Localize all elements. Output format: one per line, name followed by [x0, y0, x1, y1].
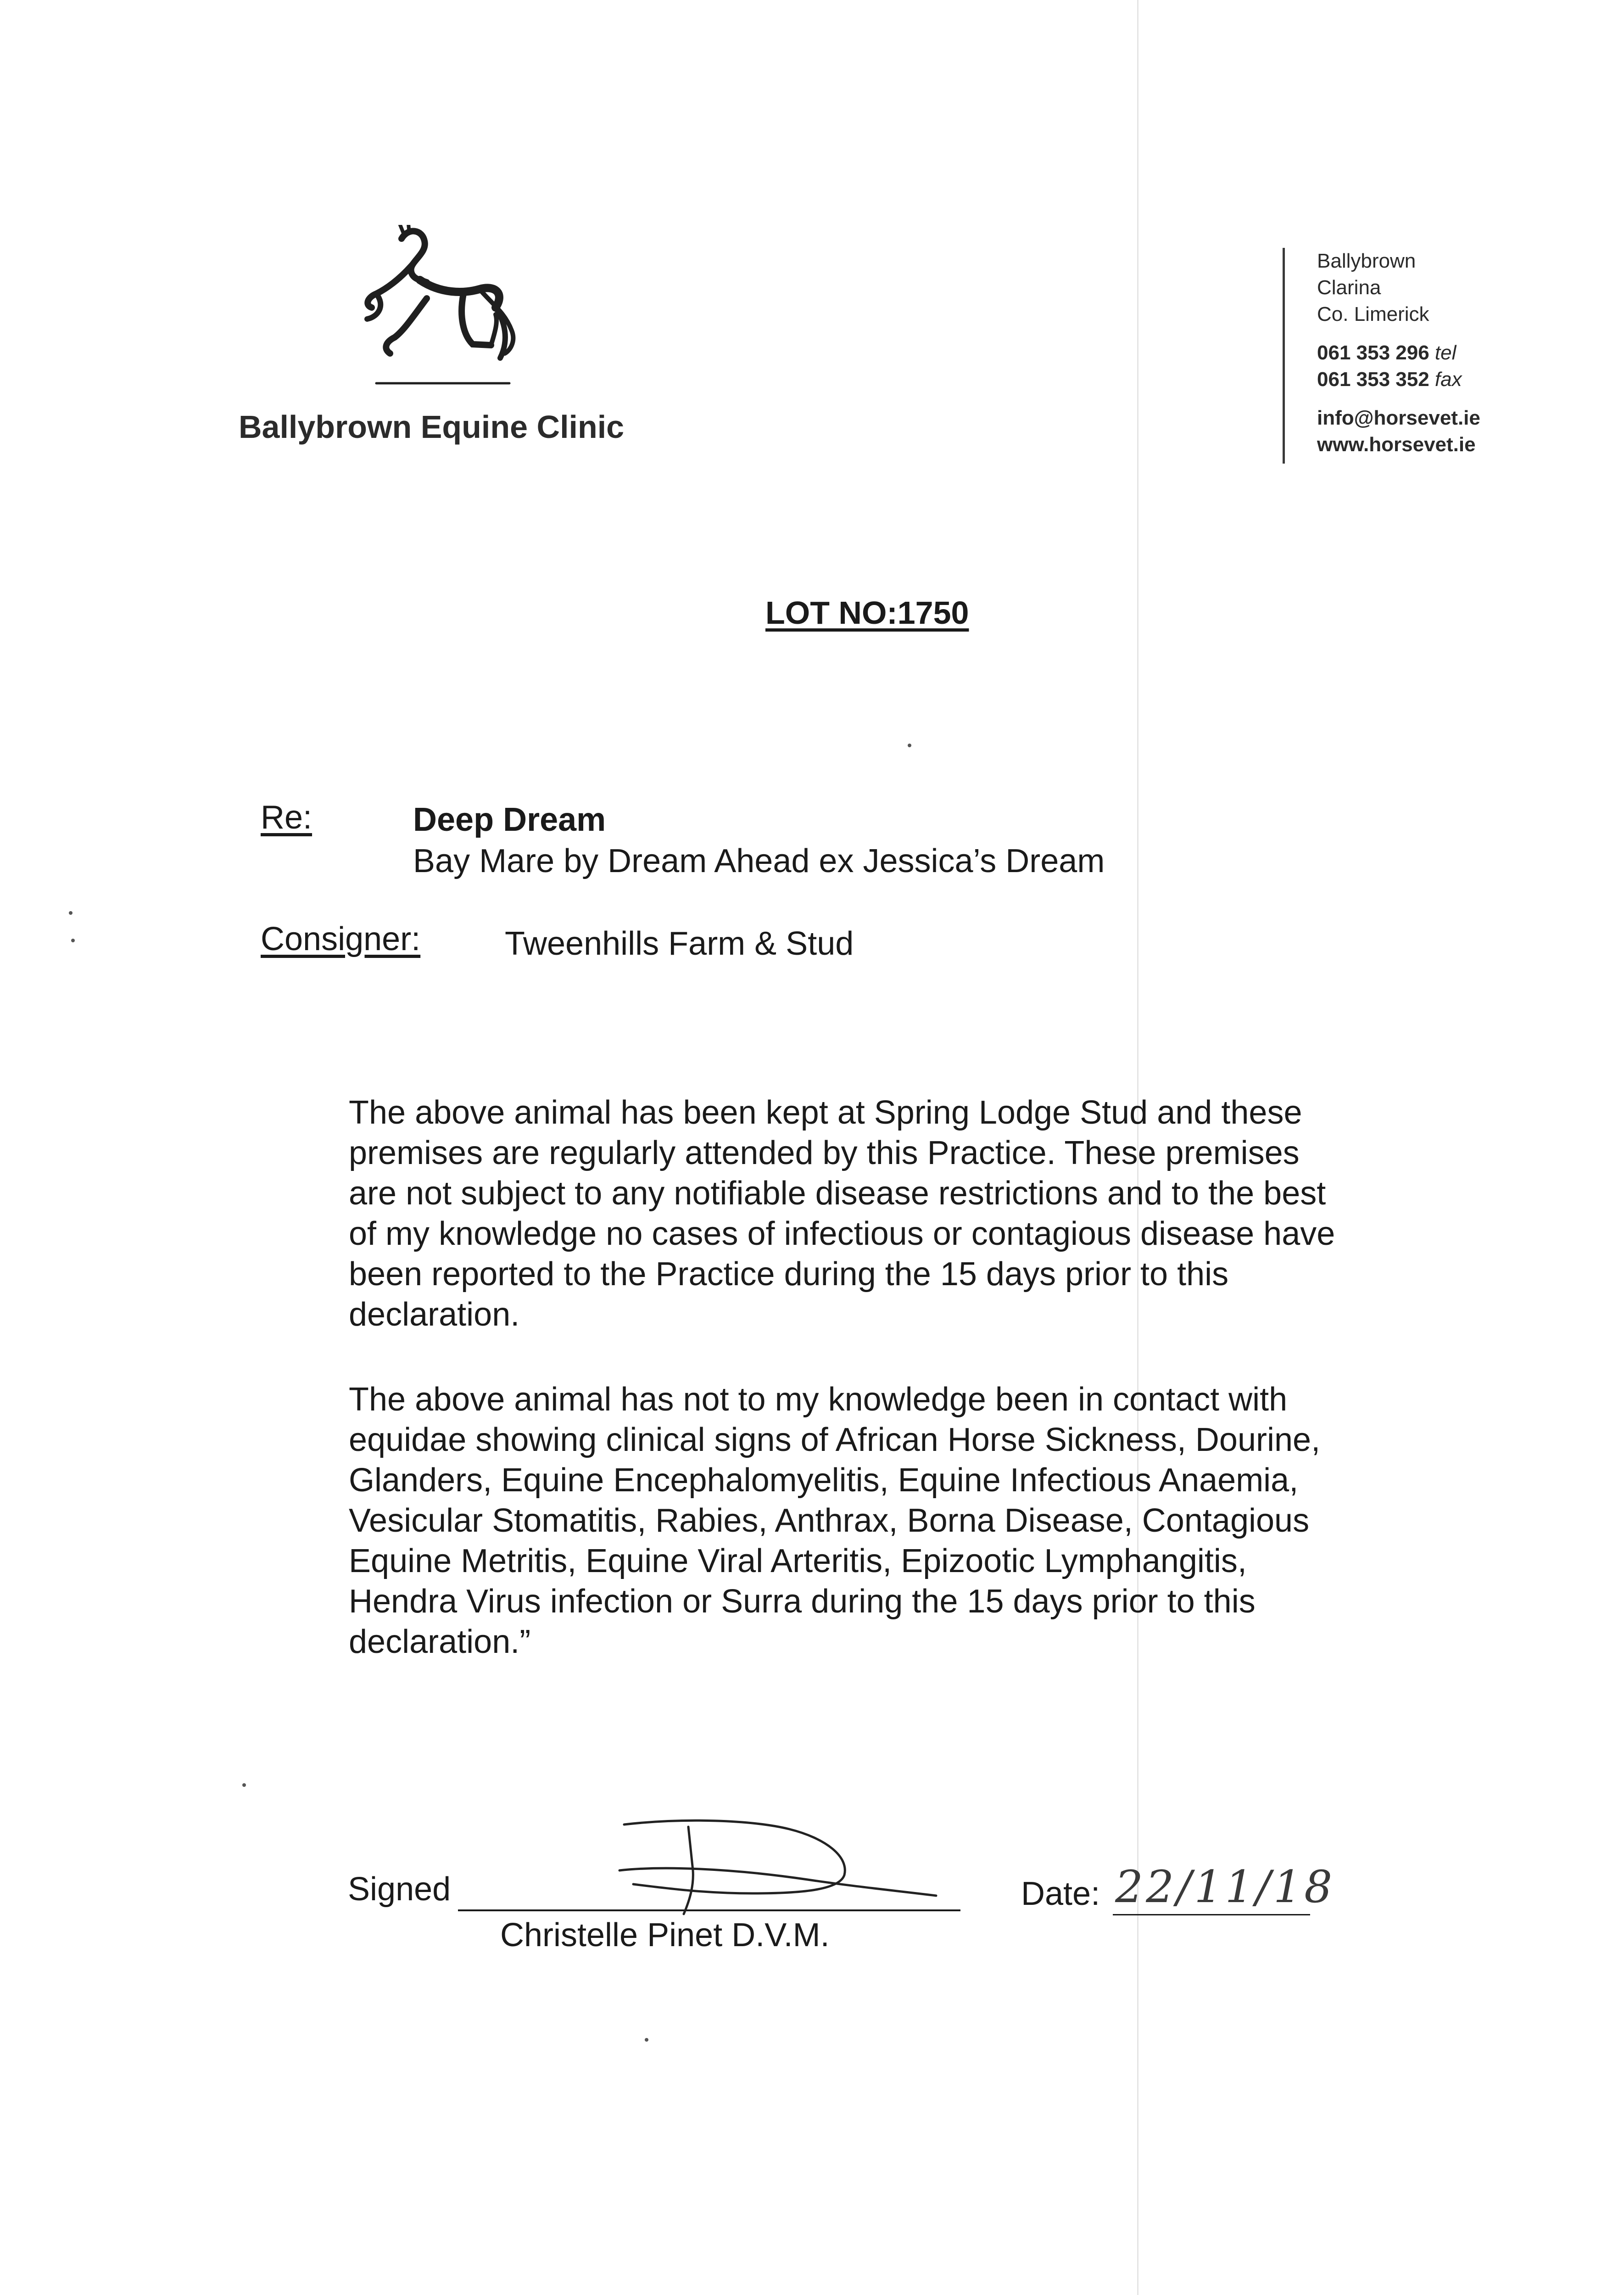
- fax-suffix: fax: [1434, 368, 1462, 391]
- rearing-horse-logo-icon: [358, 225, 523, 395]
- address-line-3: Co. Limerick: [1317, 303, 1429, 325]
- fax-line: [1317, 366, 1521, 393]
- website-address: www.horsevet.ie: [1317, 433, 1476, 456]
- consigner-value: Tweenhills Farm & Stud: [505, 925, 854, 962]
- horse-description: Bay Mare by Dream Ahead ex Jessica’s Dream: [413, 843, 1105, 879]
- letterhead-logo-block: [239, 225, 661, 464]
- email-address: info@horsevet.ie: [1317, 407, 1480, 429]
- scan-speck: [69, 911, 73, 915]
- phone-number: 061 353 296: [1317, 341, 1429, 364]
- address-line-1: Ballybrown: [1317, 250, 1416, 272]
- declaration-paragraph-2: The above animal has not to my knowledge been in contact with equidae showing clinical signs of African Horse Sickness, Dourine, Glanders, Equine Encephalomyelitis, Equine Infectious Anaemia, Vesicular Stomatitis, Rabies, Anthrax, Borna Disease, Contagious Equine Metritis, Equine Viral Arteritis, Epizootic Lymphangitis, Hendra Virus infection or Surra during the 15 days prior to this declaration.”: [349, 1381, 1321, 1660]
- lot-number-title: LOT NO:1750: [765, 595, 969, 631]
- handwritten-date: 22/11/18: [1115, 1861, 1335, 1913]
- contact-spacer: [1317, 393, 1521, 405]
- contact-block: [1283, 248, 1521, 464]
- scan-speck: [908, 744, 911, 747]
- phone-line: [1317, 340, 1521, 366]
- re-label: Re:: [261, 799, 313, 836]
- contact-spacer: [1317, 328, 1521, 340]
- declaration-paragraph-1: The above animal has been kept at Spring Lodge Stud and these premises are regularly attended by this Practice. These premises are not subject to any notifiable disease restrictions and to the best of my knowledge no cases of infectious or contagious disease have been reported to the Practice during the 15 days prior to this declaration.: [349, 1094, 1335, 1333]
- signatory-name: Christelle Pinet D.V.M.: [500, 1917, 830, 1954]
- date-underline: [1113, 1914, 1310, 1915]
- fax-number: 061 353 352: [1317, 368, 1429, 391]
- date-label: Date:: [1021, 1875, 1100, 1912]
- consigner-label: Consigner:: [261, 921, 421, 957]
- handwritten-signature: [615, 1815, 945, 1921]
- scan-speck: [242, 1783, 246, 1787]
- scan-speck: [645, 2038, 648, 2042]
- scan-speck: [71, 939, 75, 942]
- horse-name: Deep Dream: [413, 801, 606, 838]
- phone-suffix: tel: [1434, 341, 1457, 364]
- signed-label: Signed: [348, 1871, 451, 1908]
- address-line-2: Clarina: [1317, 276, 1381, 299]
- clinic-name: Ballybrown Equine Clinic: [239, 409, 625, 445]
